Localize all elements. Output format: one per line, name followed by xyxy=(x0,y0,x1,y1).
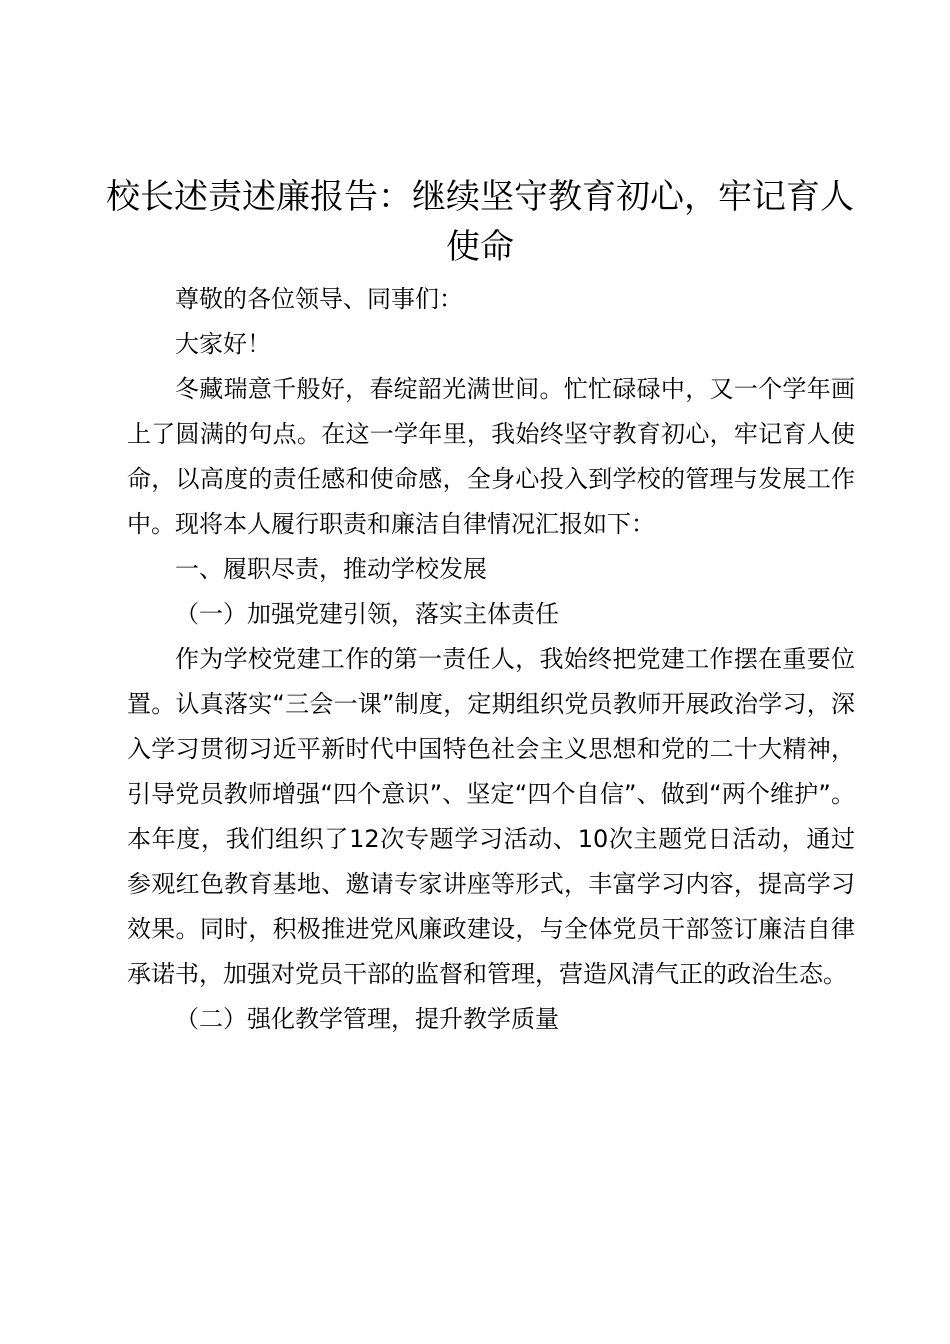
document-title: 校长述责述廉报告：继续坚守教育初心，牢记育人使命 xyxy=(106,177,854,267)
intro-paragraph: 冬藏瑞意千般好，春绽韶光满世间。忙忙碌碌中，又一个学年画上了圆满的句点。在这一学年里，我始终坚守教育初心，牢记育人使命，以高度的责任感和使命感，全身心投入到学校的管理与发展工作中。现将本人履行职责和廉洁自律情况汇报如下： xyxy=(127,375,855,538)
subsection-heading-1: （一）加强党建引领，落实主体责任 xyxy=(175,600,559,628)
subsection-heading-2: （二）强化教学管理，提升教学质量 xyxy=(175,1005,559,1033)
section-heading-1: 一、履职尽责，推动学校发展 xyxy=(175,555,487,583)
salutation: 尊敬的各位领导、同事们： xyxy=(175,285,463,313)
document-body xyxy=(127,277,855,1042)
party-building-paragraph: 作为学校党建工作的第一责任人，我始终把党建工作摆在重要位置。认真落实“三会一课”制度，定期组织党员教师开展政治学习，深入学习贯彻习近平新时代中国特色社会主义思想和党的二十大精神，引导党员教师增强“四个意识”、坚定“四个自信”、做到“两个维护”。本年度，我们组织了12次专题学习活动、10次主题党日活动，通过参观红色教育基地、邀请专家讲座等形式，丰富学习内容，提高学习效果。同时，积极推进党风廉政建设，与全体党员干部签订廉洁自律承诺书，加强对党员干部的监督和管理，营造风清气正的政治生态。 xyxy=(127,645,855,988)
greeting: 大家好！ xyxy=(175,330,271,358)
